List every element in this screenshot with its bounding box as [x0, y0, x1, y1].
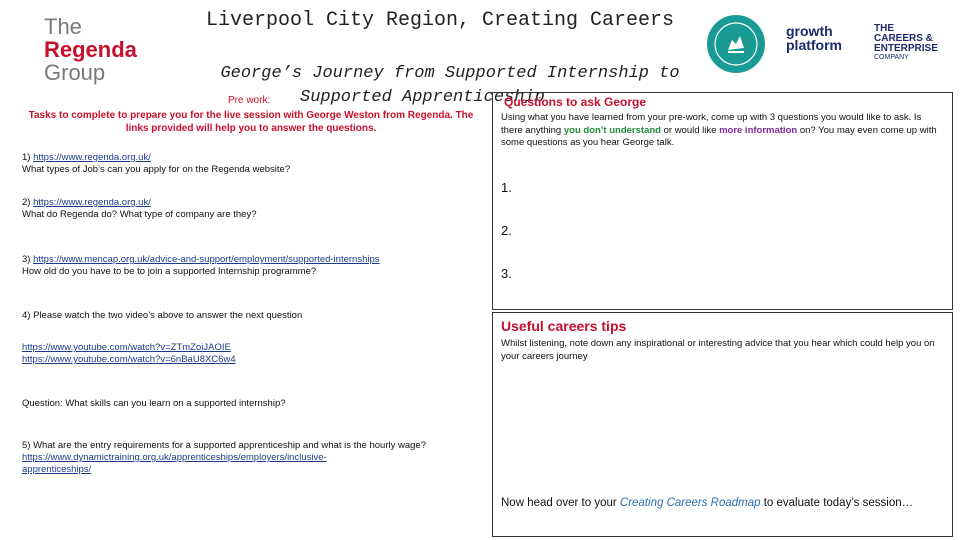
task-1 — [22, 152, 482, 176]
task-5-link-line2[interactable]: apprenticeships/ — [22, 464, 92, 475]
task-2-link[interactable]: https://www.regenda.org.uk/ — [33, 197, 151, 208]
video-link-1[interactable]: https://www.youtube.com/watch?v=ZTmZoiJAOIE — [22, 342, 231, 353]
video-links — [22, 342, 482, 366]
tips-instructions: Whilst listening, note down any inspirational or interesting advice that you hear which could help you on your careers journey — [501, 338, 935, 362]
task-3-number: 3) — [22, 254, 31, 265]
task-1-question: What types of Job’s can you apply for on the Regenda website? — [22, 164, 291, 175]
task-1-link[interactable]: https://www.regenda.org.uk/ — [33, 152, 151, 163]
questions-text-b: or would like — [663, 124, 717, 136]
tips-footer-a: Now head over to your — [501, 497, 617, 509]
logo-text-regenda: Regenda — [44, 37, 137, 62]
page-title: Liverpool City Region, Creating Careers — [205, 9, 675, 32]
questions-heading: Questions to ask George — [504, 95, 647, 109]
questions-text-a: Using what you have learned from your pre-work, come up with 3 questions you would like to ask. Is there anything — [501, 112, 922, 136]
questions-instructions — [501, 112, 941, 150]
task-3-question: How old do you have to be to join a supported Internship programme? — [22, 266, 317, 277]
regenda-logo — [44, 16, 144, 84]
logo-text-group: Group — [44, 60, 106, 85]
growth-logo-line2: platform — [786, 37, 842, 53]
tips-footer — [501, 495, 941, 511]
growth-logo-line1: growth — [786, 23, 833, 39]
video-link-2[interactable]: https://www.youtube.com/watch?v=6nBaU8XC6w4 — [22, 354, 236, 365]
prework-label: Pre work: — [228, 95, 271, 106]
task-3-link[interactable]: https://www.mencap.org.uk/advice-and-support/employment/supported-internships — [33, 254, 380, 265]
prework-intro: Tasks to complete to prepare you for the live session with George Weston from Regenda. The links provided will help you to answer the questions. — [28, 110, 474, 134]
liverpool-seal-icon — [706, 14, 766, 74]
careers-enterprise-logo — [874, 24, 940, 61]
skills-question: Question: What skills can you learn on a supported internship? — [22, 398, 286, 409]
questions-text-purple: more information — [719, 124, 798, 136]
question-number-2[interactable]: 2. — [501, 223, 512, 238]
questions-text-green: you don’t understand — [563, 124, 661, 136]
careers-logo-line3: COMPANY — [874, 54, 909, 61]
task-2 — [22, 197, 482, 221]
task-5 — [22, 440, 477, 476]
task-2-question: What do Regenda do? What type of company are they? — [22, 209, 257, 220]
task-2-number: 2) — [22, 197, 31, 208]
careers-logo-line1: THE CAREERS & — [874, 23, 933, 44]
logo-text-the: The — [44, 14, 82, 39]
tips-heading: Useful careers tips — [501, 318, 627, 334]
question-number-3[interactable]: 3. — [501, 266, 512, 281]
task-5-question: 5) What are the entry requirements for a supported apprenticeship and what is the hourly wage? — [22, 440, 426, 451]
question-number-1[interactable]: 1. — [501, 180, 512, 195]
growth-platform-logo — [786, 24, 856, 52]
questions-text-c: on? You may even come up with some questions as you hear George talk. — [501, 124, 937, 148]
task-1-number: 1) — [22, 152, 31, 163]
roadmap-link[interactable]: Creating Careers Roadmap — [619, 497, 761, 509]
task-4: 4) Please watch the two video’s above to answer the next question — [22, 310, 303, 321]
careers-logo-line2: ENTERPRISE — [874, 43, 938, 54]
page-subtitle-line2: Supported Apprenticeship — [300, 88, 545, 107]
tips-footer-b: to evaluate today’s session… — [763, 497, 914, 509]
task-5-link-line1[interactable]: https://www.dynamictraining.org.uk/apprenticeships/employers/inclusive- — [22, 452, 327, 463]
page-subtitle-line1: George’s Journey from Supported Internship to — [220, 64, 680, 83]
task-3 — [22, 254, 482, 278]
